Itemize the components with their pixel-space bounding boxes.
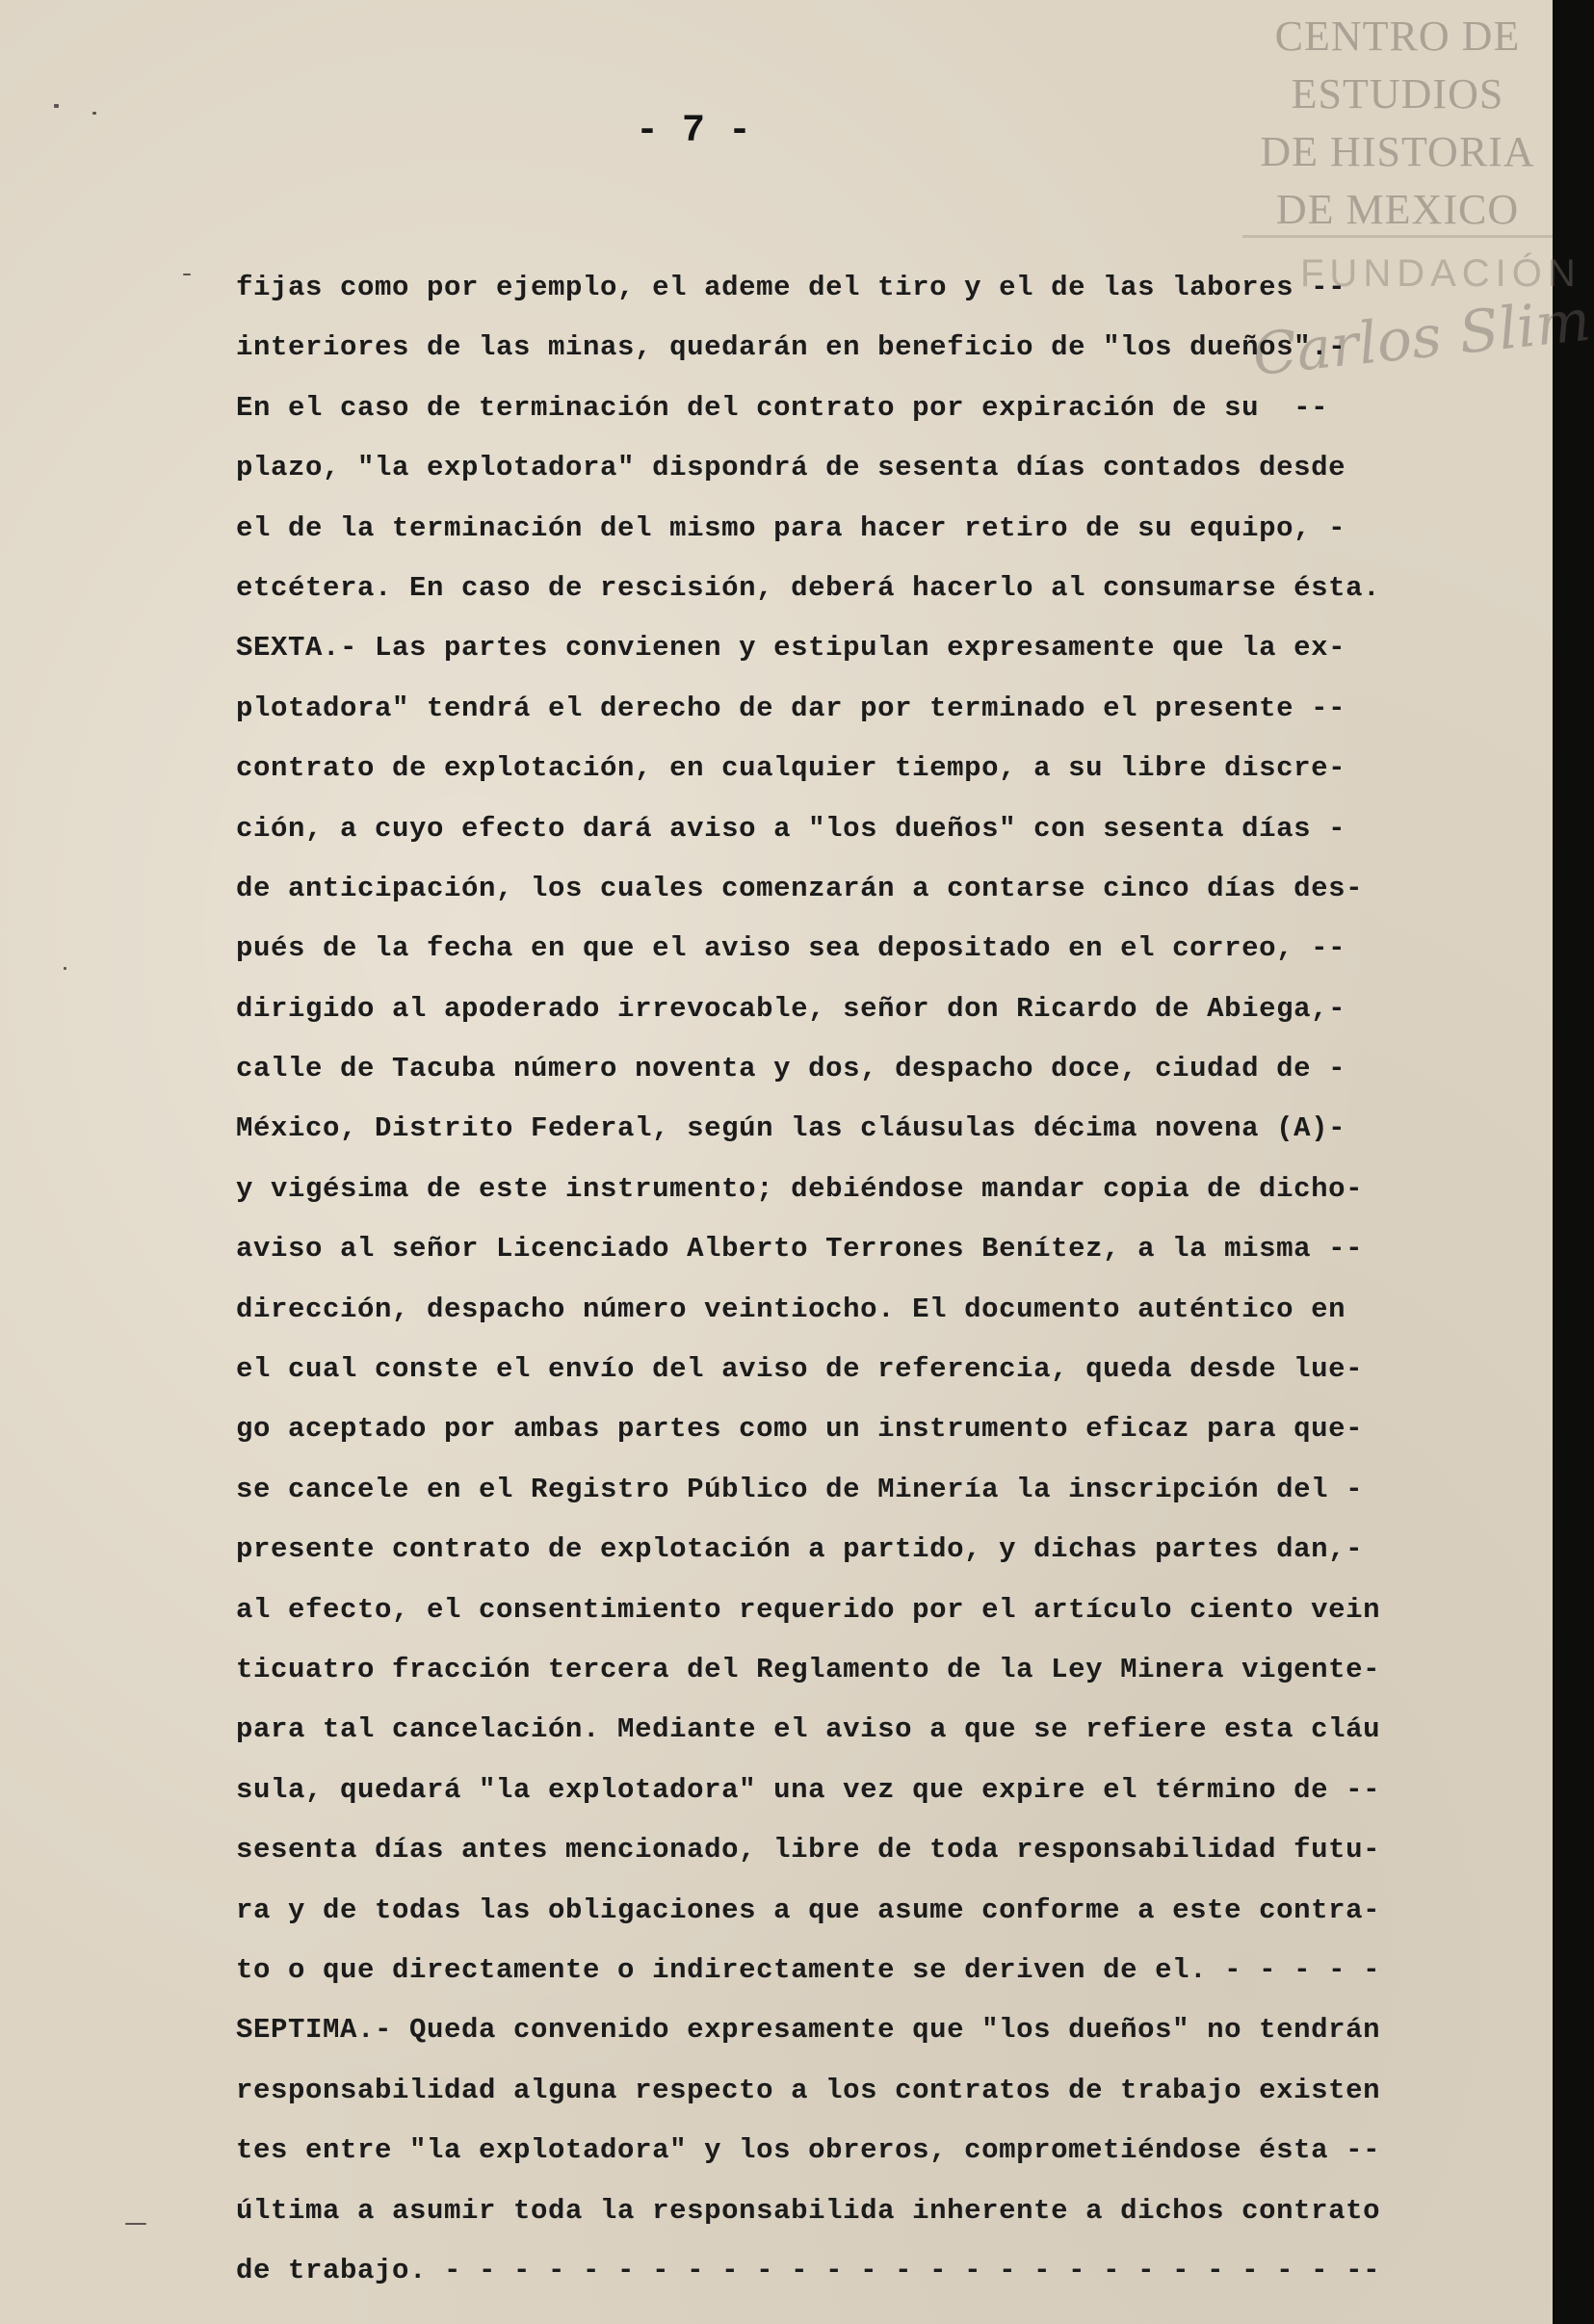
text-line: to o que directamente o indirectamente se deriven de el. - - - - - (236, 1953, 1381, 1986)
text-line: el de la terminación del mismo para hacer retiro de su equipo, - (236, 511, 1346, 544)
text-line: contrato de explotación, en cualquier tiempo, a su libre discre- (236, 752, 1346, 785)
text-line: sesenta días antes mencionado, libre de toda responsabilidad futu- (236, 1834, 1381, 1867)
text-line: de anticipación, los cuales comenzarán a contarse cinco días des- (236, 872, 1364, 904)
text-line: plotadora" tendrá el derecho de dar por terminado el presente -- (236, 692, 1346, 724)
text-line: etcétera. En caso de rescisión, deberá hacerlo al consumarse ésta. (236, 571, 1381, 604)
text-line: México, Distrito Federal, según las cláusulas décima novena (A)- (236, 1112, 1346, 1145)
margin-speck (125, 2223, 146, 2225)
margin-speck (64, 967, 66, 970)
text-line: y vigésima de este instrumento; debiéndose mandar copia de dicho- (236, 1172, 1364, 1205)
text-line: tes entre "la explotadora" y los obreros, comprometiéndose ésta -- (236, 2134, 1381, 2167)
watermark-line: ESTUDIOS (1291, 70, 1504, 118)
text-line: se cancele en el Registro Público de Minería la inscripción del - (236, 1473, 1364, 1505)
contract-body (236, 258, 1421, 2301)
text-line: ra y de todas las obligaciones a que asume conforme a este contra- (236, 1893, 1381, 1926)
text-line: SEXTA.- Las partes convienen y estipulan expresamente que la ex- (236, 632, 1346, 665)
text-line: de trabajo. - - - - - - - - - - - - - - - - - - - - - - - - - - -- (236, 2254, 1381, 2286)
margin-speck (183, 274, 191, 275)
margin-speck (92, 112, 96, 115)
text-line: SEPTIMA.- Queda convenido expresamente que "los dueños" no tendrán (236, 2014, 1381, 2047)
text-line: sula, quedará "la explotadora" una vez que expire el término de -- (236, 1773, 1381, 1806)
watermark-divider (1242, 235, 1553, 238)
foundation-label: FUNDACIÓN (1300, 252, 1581, 295)
text-line: el cual conste el envío del aviso de referencia, queda desde lue- (236, 1353, 1364, 1386)
watermark-line: DE HISTORIA (1260, 128, 1535, 175)
text-line: para tal cancelación. Mediante el aviso a que se refiere esta cláu (236, 1713, 1381, 1746)
text-line: pués de la fecha en que el aviso sea depositado en el correo, -- (236, 932, 1346, 965)
text-line: responsabilidad alguna respecto a los contratos de trabajo existen (236, 2074, 1381, 2106)
text-line: aviso al señor Licenciado Alberto Terrones Benítez, a la misma -- (236, 1233, 1364, 1266)
watermark-line: DE MEXICO (1275, 186, 1520, 233)
text-line: En el caso de terminación del contrato por expiración de su -- (236, 391, 1329, 424)
text-line: ticuatro fracción tercera del Reglamento de la Ley Minera vigente- (236, 1653, 1381, 1685)
watermark-line: CENTRO DE (1274, 13, 1521, 60)
text-line: calle de Tacuba número noventa y dos, despacho doce, ciudad de - (236, 1053, 1346, 1085)
text-line: interiores de las minas, quedarán en beneficio de "los dueños".- (236, 331, 1346, 364)
text-line: al efecto, el consentimiento requerido por el artículo ciento vein (236, 1593, 1381, 1626)
text-line: fijas como por ejemplo, el ademe del tiro y el de las labores -- (236, 272, 1346, 303)
page-number: - 7 - (635, 110, 752, 153)
text-line: última a asumir toda la responsabilida inherente a dichos contrato (236, 2194, 1381, 2227)
text-line: plazo, "la explotadora" dispondrá de sesenta días contados desde (236, 452, 1346, 484)
text-line: ción, a cuyo efecto dará aviso a "los dueños" con sesenta días - (236, 812, 1346, 845)
archive-watermark (1242, 8, 1553, 239)
text-line: dirigido al apoderado irrevocable, señor don Ricardo de Abiega,- (236, 992, 1346, 1025)
text-line: go aceptado por ambas partes como un instrumento eficaz para que- (236, 1413, 1364, 1446)
text-line: presente contrato de explotación a partido, y dichas partes dan,- (236, 1533, 1364, 1566)
text-line: dirección, despacho número veintiocho. El documento auténtico en (236, 1293, 1346, 1325)
margin-speck (54, 104, 59, 108)
signature-watermark: Carlos Slim (1249, 286, 1594, 390)
